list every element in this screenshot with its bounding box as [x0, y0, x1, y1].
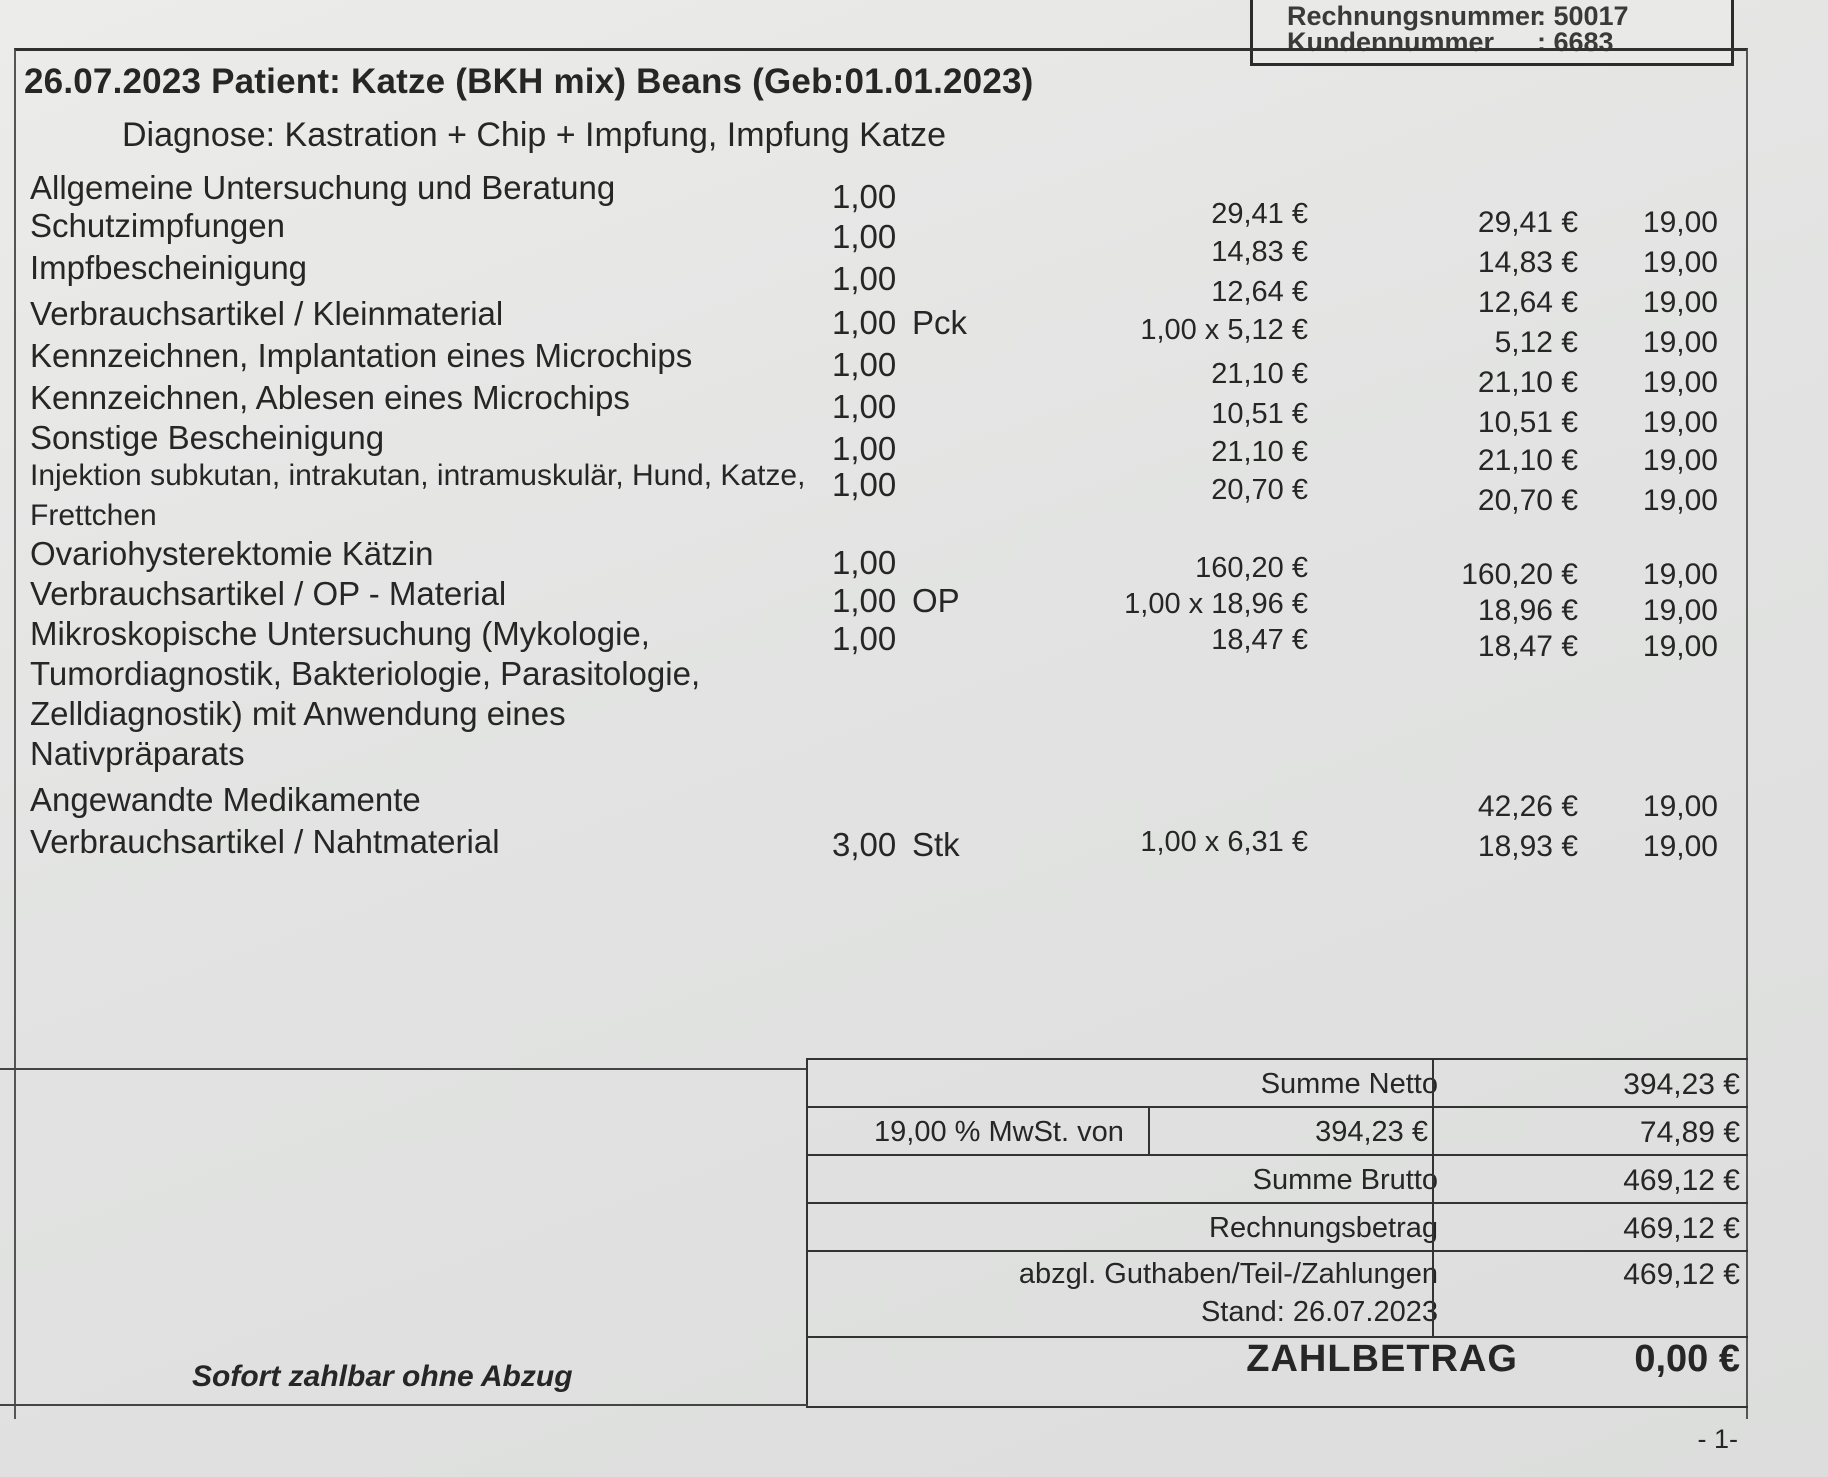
- column-divider: [1432, 1108, 1434, 1154]
- item-quantity: 1,00: [832, 260, 897, 297]
- item-description: Verbrauchsartikel / Kleinmaterial: [30, 295, 504, 332]
- net-total-label: Summe Netto: [1260, 1068, 1438, 1100]
- item-total: 18,93 €: [1477, 830, 1578, 863]
- vat-value: 74,89 €: [1639, 1116, 1740, 1149]
- item-quantity: 1,00: [832, 620, 897, 657]
- item-price: 12,64 €: [1211, 276, 1308, 308]
- net-total-row: [808, 1060, 1748, 1108]
- item-description: Sonstige Bescheinigung: [30, 419, 385, 456]
- item-total: 21,10 €: [1477, 366, 1578, 399]
- net-total-value: 394,23 €: [1623, 1068, 1740, 1101]
- item-tax-rate: 19,00: [1642, 444, 1718, 477]
- payments-row: [808, 1252, 1748, 1338]
- item-unit: OP: [912, 582, 960, 619]
- item-total: 42,26 €: [1477, 790, 1578, 823]
- item-description: Allgemeine Untersuchung und Beratung: [30, 169, 616, 206]
- item-quantity: 1,00: [832, 582, 897, 619]
- item-tax-rate: 19,00: [1642, 406, 1718, 439]
- item-description: Ovariohysterektomie Kätzin: [30, 535, 434, 572]
- item-tax-rate: 19,00: [1642, 830, 1718, 863]
- invoice-number-label: Rechnungsnummer: [1287, 1, 1541, 31]
- item-tax-rate: 19,00: [1642, 790, 1718, 823]
- invoice-number-value: : 50017: [1537, 1, 1629, 31]
- invoice-amount-value: 469,12 €: [1623, 1212, 1740, 1245]
- item-total: 18,47 €: [1477, 630, 1578, 663]
- item-tax-rate: 19,00: [1642, 630, 1718, 663]
- customer-number-label: Kundennummer: [1287, 27, 1495, 57]
- totals-divider: [0, 1068, 808, 1070]
- vat-base: 394,23 €: [1315, 1116, 1428, 1148]
- item-unit: Stk: [912, 826, 960, 863]
- invoice-amount-label: Rechnungsbetrag: [1209, 1212, 1438, 1244]
- item-tax-rate: 19,00: [1642, 286, 1718, 319]
- item-price: 10,51 €: [1211, 398, 1308, 430]
- item-total: 21,10 €: [1477, 444, 1578, 477]
- bottom-divider: [0, 1404, 808, 1406]
- amount-due-value: 0,00 €: [1634, 1338, 1740, 1380]
- patient-header: 26.07.2023 Patient: Katze (BKH mix) Beans (Geb:01.01.2023): [24, 62, 1034, 101]
- payments-value: 469,12 €: [1623, 1258, 1740, 1291]
- item-total: 18,96 €: [1477, 594, 1578, 627]
- column-divider: [1148, 1108, 1150, 1154]
- item-description: Kennzeichnen, Implantation eines Microchips: [30, 337, 693, 374]
- column-divider: [1432, 1060, 1434, 1106]
- gross-total-row: [808, 1156, 1748, 1204]
- amount-due-label: ZAHLBETRAG: [1246, 1338, 1518, 1380]
- item-quantity: 1,00: [832, 178, 897, 215]
- item-price: 21,10 €: [1211, 358, 1308, 390]
- item-price: 1,00 x 6,31 €: [1140, 826, 1308, 858]
- vat-row: [808, 1108, 1748, 1156]
- item-price: 20,70 €: [1211, 474, 1308, 506]
- item-price: 1,00 x 18,96 €: [1124, 588, 1308, 620]
- item-total: 14,83 €: [1477, 246, 1578, 279]
- invoice-amount-row: [808, 1204, 1748, 1252]
- item-total: 20,70 €: [1477, 484, 1578, 517]
- item-total: 160,20 €: [1461, 558, 1578, 591]
- item-description: Angewandte Medikamente: [30, 781, 421, 818]
- item-price: 14,83 €: [1211, 236, 1308, 268]
- item-price: 160,20 €: [1195, 552, 1308, 584]
- item-quantity: 1,00: [832, 466, 897, 503]
- item-quantity: 1,00: [832, 346, 897, 383]
- item-price: 18,47 €: [1211, 624, 1308, 656]
- column-divider: [1432, 1252, 1434, 1336]
- customer-number-value: : 6683: [1537, 27, 1614, 57]
- page-number: - 1-: [1697, 1424, 1738, 1454]
- item-description: Verbrauchsartikel / Nahtmaterial: [30, 823, 500, 860]
- column-divider: [1432, 1204, 1434, 1250]
- item-description: Impfbescheinigung: [30, 249, 308, 286]
- item-description: Kennzeichnen, Ablesen eines Microchips: [30, 379, 630, 416]
- item-tax-rate: 19,00: [1642, 484, 1718, 517]
- item-quantity: 1,00: [832, 430, 897, 467]
- item-price: 1,00 x 5,12 €: [1140, 314, 1308, 346]
- item-quantity: 1,00: [832, 218, 897, 255]
- item-tax-rate: 19,00: [1642, 246, 1718, 279]
- item-tax-rate: 19,00: [1642, 366, 1718, 399]
- item-quantity: 1,00: [832, 388, 897, 425]
- item-total: 12,64 €: [1477, 286, 1578, 319]
- diagnosis-line: Diagnose: Kastration + Chip + Impfung, Impfung Katze: [122, 116, 947, 154]
- vat-label: 19,00 % MwSt. von: [874, 1116, 1124, 1148]
- item-unit: Pck: [912, 304, 968, 341]
- item-tax-rate: 19,00: [1642, 558, 1718, 591]
- payments-date: Stand: 26.07.2023: [1200, 1296, 1438, 1328]
- item-tax-rate: 19,00: [1642, 206, 1718, 239]
- payments-label: abzgl. Guthaben/Teil-/Zahlungen: [1018, 1258, 1438, 1290]
- item-description: Mikroskopische Untersuchung (Mykologie, Tumordiagnostik, Bakteriologie, Parasitologie, Zelldiagnostik) mit Anwendung eines Nativpräparats: [30, 615, 701, 772]
- item-total: 5,12 €: [1494, 326, 1578, 359]
- item-description: Injektion subkutan, intrakutan, intramuskulär, Hund, Katze, Frettchen: [30, 459, 806, 532]
- gross-total-label: Summe Brutto: [1252, 1164, 1438, 1196]
- item-description: Schutzimpfungen: [30, 207, 285, 244]
- item-tax-rate: 19,00: [1642, 326, 1718, 359]
- item-tax-rate: 19,00: [1642, 594, 1718, 627]
- payment-terms-note: Sofort zahlbar ohne Abzug: [192, 1360, 573, 1393]
- item-price: 21,10 €: [1211, 436, 1308, 468]
- item-total: 10,51 €: [1477, 406, 1578, 439]
- item-total: 29,41 €: [1477, 206, 1578, 239]
- item-description: Verbrauchsartikel / OP - Material: [30, 575, 507, 612]
- item-quantity: 3,00: [832, 826, 897, 863]
- gross-total-value: 469,12 €: [1623, 1164, 1740, 1197]
- item-quantity: 1,00: [832, 304, 897, 341]
- item-quantity: 1,00: [832, 544, 897, 581]
- column-divider: [1432, 1156, 1434, 1202]
- item-price: 29,41 €: [1211, 198, 1308, 230]
